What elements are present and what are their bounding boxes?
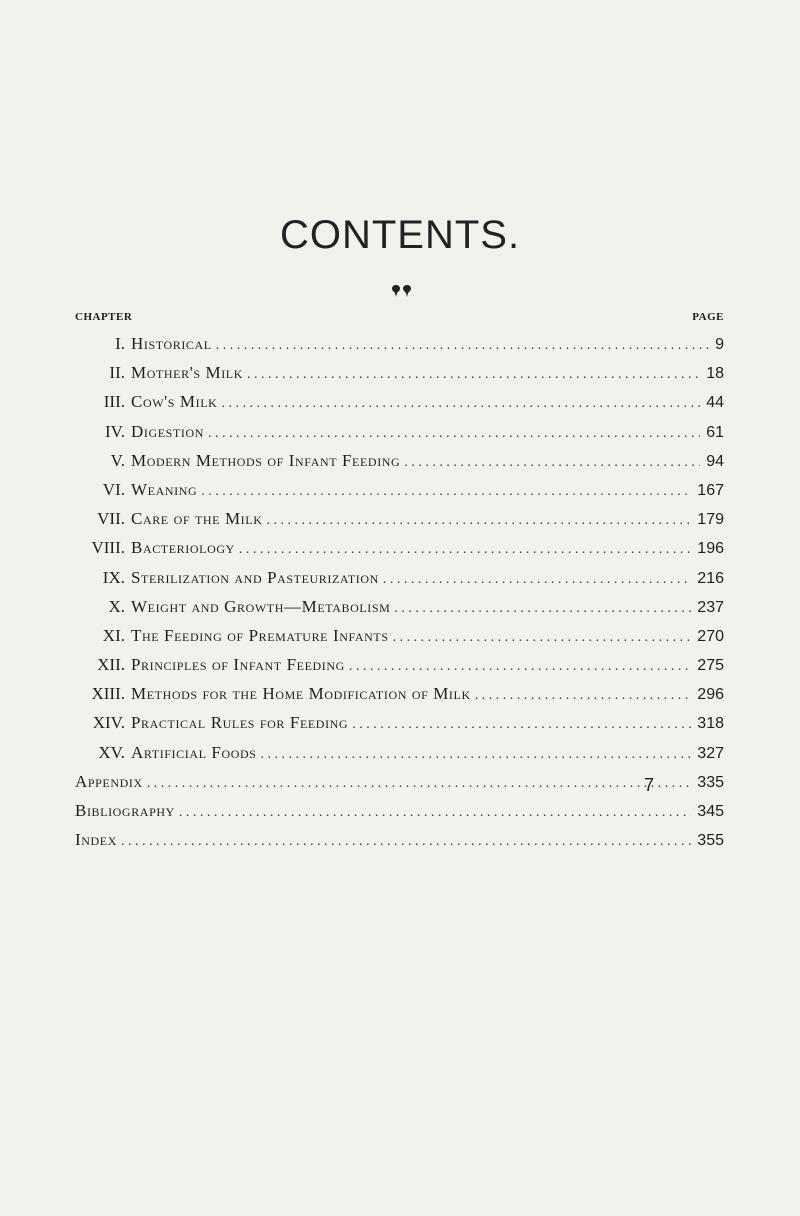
page-title: CONTENTS. <box>279 213 521 257</box>
chapter-page-number: 94 <box>706 452 724 470</box>
chapter-page-number: 270 <box>697 627 724 645</box>
chapter-page-number: 355 <box>697 832 724 850</box>
dot-leader <box>404 451 700 471</box>
toc-entry <box>75 626 724 655</box>
chapter-page-number: 345 <box>697 803 724 820</box>
toc-entry <box>75 655 724 684</box>
dot-leader <box>147 772 692 792</box>
toc-entry <box>75 743 724 772</box>
page-number: 7 <box>644 775 655 795</box>
dot-leader <box>349 655 691 675</box>
chapter-page-number: 9 <box>715 336 724 353</box>
dot-leader <box>352 713 691 733</box>
chapter-number: XI. <box>102 625 125 645</box>
toc-entry <box>75 363 724 392</box>
chapter-number: V. <box>110 450 125 470</box>
chapter-page-number: 275 <box>697 657 724 675</box>
chapter-title: Bacteriology <box>131 538 235 558</box>
chapter-title: Index <box>75 830 117 850</box>
toc-entry <box>75 568 724 597</box>
dot-leader <box>179 801 691 821</box>
dot-leader <box>247 363 700 383</box>
chapter-page-number: 61 <box>706 423 724 441</box>
chapter-number: IX. <box>102 567 125 587</box>
chapter-title: Cow's Milk <box>131 392 218 412</box>
chapter-number: IV. <box>105 421 125 441</box>
chapter-title: Appendix <box>75 771 143 791</box>
chapter-page-number: 18 <box>706 365 724 383</box>
chapter-page-number: 216 <box>697 569 724 587</box>
toc-entry <box>75 772 724 801</box>
column-heading-page: PAGE <box>692 311 724 323</box>
toc-entry <box>75 451 724 480</box>
dot-leader <box>239 538 691 558</box>
toc-entry <box>75 392 724 421</box>
chapter-page-number: 237 <box>697 598 724 616</box>
chapter-title: Practical Rules for Feeding <box>131 713 349 733</box>
chapter-title: Weight and Growth—Metabolism <box>131 596 391 616</box>
dot-leader <box>221 392 700 412</box>
dot-leader <box>394 597 691 617</box>
chapter-page-number: 179 <box>697 511 724 529</box>
chapter-page-number: 44 <box>706 394 724 412</box>
chapter-page-number: 318 <box>697 715 724 733</box>
dot-leader <box>121 830 691 850</box>
chapter-number: I. <box>115 334 125 353</box>
table-of-contents <box>75 334 724 859</box>
chapter-page-number: 335 <box>697 773 724 791</box>
chapter-number: XIII. <box>91 684 125 704</box>
chapter-page-number: 327 <box>697 744 724 762</box>
chapter-page-number: 196 <box>697 540 724 558</box>
toc-entry <box>75 830 724 859</box>
chapter-number: VII. <box>97 509 125 529</box>
chapter-page-number: 167 <box>697 481 724 499</box>
dot-leader <box>475 684 692 704</box>
chapter-title: Mother's Milk <box>131 363 244 383</box>
toc-entry <box>75 713 724 742</box>
toc-entry <box>75 801 724 830</box>
dot-leader <box>393 626 692 646</box>
dot-leader <box>216 334 709 354</box>
dot-leader <box>208 422 700 442</box>
chapter-title: Artificial Foods <box>131 742 257 762</box>
chapter-title: Historical <box>131 334 212 353</box>
toc-entry <box>75 538 724 567</box>
chapter-title: Bibliography <box>75 801 175 820</box>
toc-entry <box>75 334 724 363</box>
dot-leader <box>266 509 691 529</box>
chapter-title: The Feeding of Premature Infants <box>131 625 389 645</box>
toc-entry <box>75 597 724 626</box>
chapter-title: Principles of Infant Feeding <box>131 655 345 675</box>
dot-leader <box>201 480 691 500</box>
chapter-number: X. <box>108 596 125 616</box>
toc-entry <box>75 422 724 451</box>
column-heading-chapter: CHAPTER <box>75 311 133 323</box>
chapter-title: Care of the Milk <box>131 509 263 529</box>
fleuron-ornament-icon <box>390 283 414 299</box>
chapter-title: Methods for the Home Modification of Milk <box>131 684 471 704</box>
chapter-title: Weaning <box>131 479 198 499</box>
chapter-page-number: 296 <box>697 686 724 704</box>
chapter-title: Modern Methods of Infant Feeding <box>131 450 401 470</box>
chapter-number: XII. <box>97 655 125 675</box>
chapter-number: XIV. <box>92 713 125 733</box>
chapter-number: VI. <box>102 479 125 499</box>
toc-entry <box>75 684 724 713</box>
chapter-number: VIII. <box>91 538 125 558</box>
toc-entry <box>75 509 724 538</box>
chapter-title: Digestion <box>131 421 205 441</box>
chapter-number: XV. <box>98 742 125 762</box>
toc-entry <box>75 480 724 509</box>
chapter-title: Sterilization and Pasteurization <box>131 567 379 587</box>
dot-leader <box>261 743 692 763</box>
chapter-number: III. <box>103 392 125 412</box>
chapter-number: II. <box>109 363 125 383</box>
dot-leader <box>383 568 691 588</box>
